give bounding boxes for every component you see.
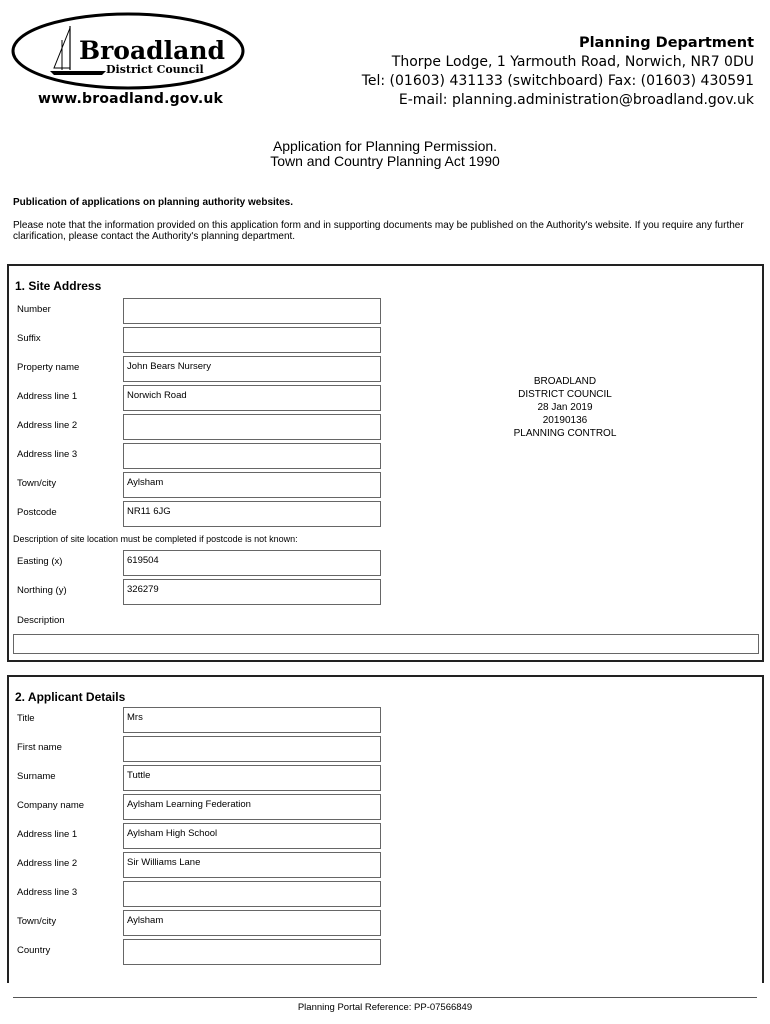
description-field[interactable]	[13, 634, 759, 654]
footer-divider	[13, 997, 757, 998]
site-number-row	[15, 298, 385, 324]
field-label: Title	[17, 713, 35, 724]
field-label: Property name	[17, 362, 80, 373]
applicant-first-name-field[interactable]	[123, 736, 381, 762]
website-link[interactable]: www.broadland.gov.uk	[38, 91, 224, 107]
applicant-address-line3-field[interactable]	[123, 881, 381, 907]
northing-row	[15, 579, 385, 605]
portal-reference: Planning Portal Reference: PP-07566849	[297, 1002, 473, 1013]
site-postcode-row	[15, 501, 385, 527]
applicant-details-section	[7, 675, 764, 983]
field-label: Company name	[17, 800, 85, 811]
stamp-reference: 20190136	[542, 415, 588, 426]
site-address-line3-field[interactable]	[123, 443, 381, 469]
northing-field[interactable]: 326279	[123, 579, 381, 605]
applicant-first-name-row	[15, 736, 385, 762]
field-label: Suffix	[17, 333, 41, 344]
received-stamp	[480, 375, 650, 440]
broadland-logo	[10, 10, 246, 96]
applicant-surname-row	[15, 765, 385, 791]
site-address-line1-row	[15, 385, 385, 411]
department-contact	[362, 34, 754, 110]
field-label: Address line 2	[17, 420, 78, 431]
site-number-field[interactable]	[123, 298, 381, 324]
field-label: First name	[17, 742, 62, 753]
site-postcode-field[interactable]: NR11 6JG	[123, 501, 381, 527]
applicant-address-line1-field[interactable]: Aylsham High School	[123, 823, 381, 849]
form-title	[0, 139, 770, 169]
location-note: Description of site location must be completed if postcode is not known:	[13, 534, 298, 544]
stamp-date: 28 Jan 2019	[537, 402, 593, 413]
publication-heading: Publication of applications on planning authority websites.	[13, 197, 294, 208]
form-title-line2: Town and Country Planning Act 1990	[270, 153, 500, 169]
field-label: Town/city	[17, 916, 57, 927]
applicant-surname-field[interactable]: Tuttle	[123, 765, 381, 791]
field-label: Postcode	[17, 507, 57, 518]
field-label: Country	[17, 945, 51, 956]
department-name: Planning Department	[578, 35, 754, 51]
field-label: Address line 2	[17, 858, 78, 869]
applicant-details-title: 2. Applicant Details	[15, 690, 126, 704]
department-address: Thorpe Lodge, 1 Yarmouth Road, Norwich, NR7 0DU	[391, 54, 754, 70]
field-label: Address line 1	[17, 391, 78, 402]
site-suffix-field[interactable]	[123, 327, 381, 353]
site-address-line2-field[interactable]	[123, 414, 381, 440]
field-label: Town/city	[17, 478, 57, 489]
logo-subtitle: District Council	[106, 63, 204, 76]
field-label: Northing (y)	[17, 585, 67, 596]
site-address-section	[7, 264, 764, 662]
site-address-line3-row	[15, 443, 385, 469]
form-title-line1: Application for Planning Permission.	[272, 138, 498, 154]
field-label: Number	[17, 304, 51, 315]
applicant-title-row	[15, 707, 385, 733]
applicant-title-field[interactable]: Mrs	[123, 707, 381, 733]
applicant-address-line1-row	[15, 823, 385, 849]
applicant-town-row	[15, 910, 385, 936]
stamp-line: DISTRICT COUNCIL	[518, 389, 612, 400]
department-email: E-mail: planning.administration@broadland.gov.uk	[398, 92, 754, 108]
publication-text: Please note that the information provided on this application form and in supporting documents may be published on the Authority's website. If you require any further clarification, please contact the Authority's planning department.	[13, 220, 744, 242]
field-label: Surname	[17, 771, 56, 782]
applicant-country-field[interactable]	[123, 939, 381, 965]
site-property-name-field[interactable]: John Bears Nursery	[123, 356, 381, 382]
applicant-address-line3-row	[15, 881, 385, 907]
applicant-address-line2-row	[15, 852, 385, 878]
site-town-field[interactable]: Aylsham	[123, 472, 381, 498]
applicant-company-field[interactable]: Aylsham Learning Federation	[123, 794, 381, 820]
easting-field[interactable]: 619504	[123, 550, 381, 576]
applicant-town-field[interactable]: Aylsham	[123, 910, 381, 936]
department-phone: Tel: (01603) 431133 (switchboard) Fax: (01603) 430591	[361, 73, 754, 89]
field-label: Description	[17, 615, 65, 626]
stamp-line: PLANNING CONTROL	[513, 428, 617, 439]
site-town-row	[15, 472, 385, 498]
field-label: Address line 3	[17, 887, 78, 898]
applicant-address-line2-field[interactable]: Sir Williams Lane	[123, 852, 381, 878]
description-row	[15, 609, 385, 635]
site-address-line2-row	[15, 414, 385, 440]
site-address-title: 1. Site Address	[15, 279, 102, 293]
field-label: Easting (x)	[17, 556, 63, 567]
logo-name: Broadland	[79, 36, 226, 65]
easting-row	[15, 550, 385, 576]
applicant-company-row	[15, 794, 385, 820]
field-label: Address line 1	[17, 829, 78, 840]
stamp-line: BROADLAND	[533, 376, 597, 387]
field-label: Address line 3	[17, 449, 78, 460]
site-suffix-row	[15, 327, 385, 353]
site-property-name-row	[15, 356, 385, 382]
applicant-country-row	[15, 939, 385, 965]
site-address-line1-field[interactable]: Norwich Road	[123, 385, 381, 411]
